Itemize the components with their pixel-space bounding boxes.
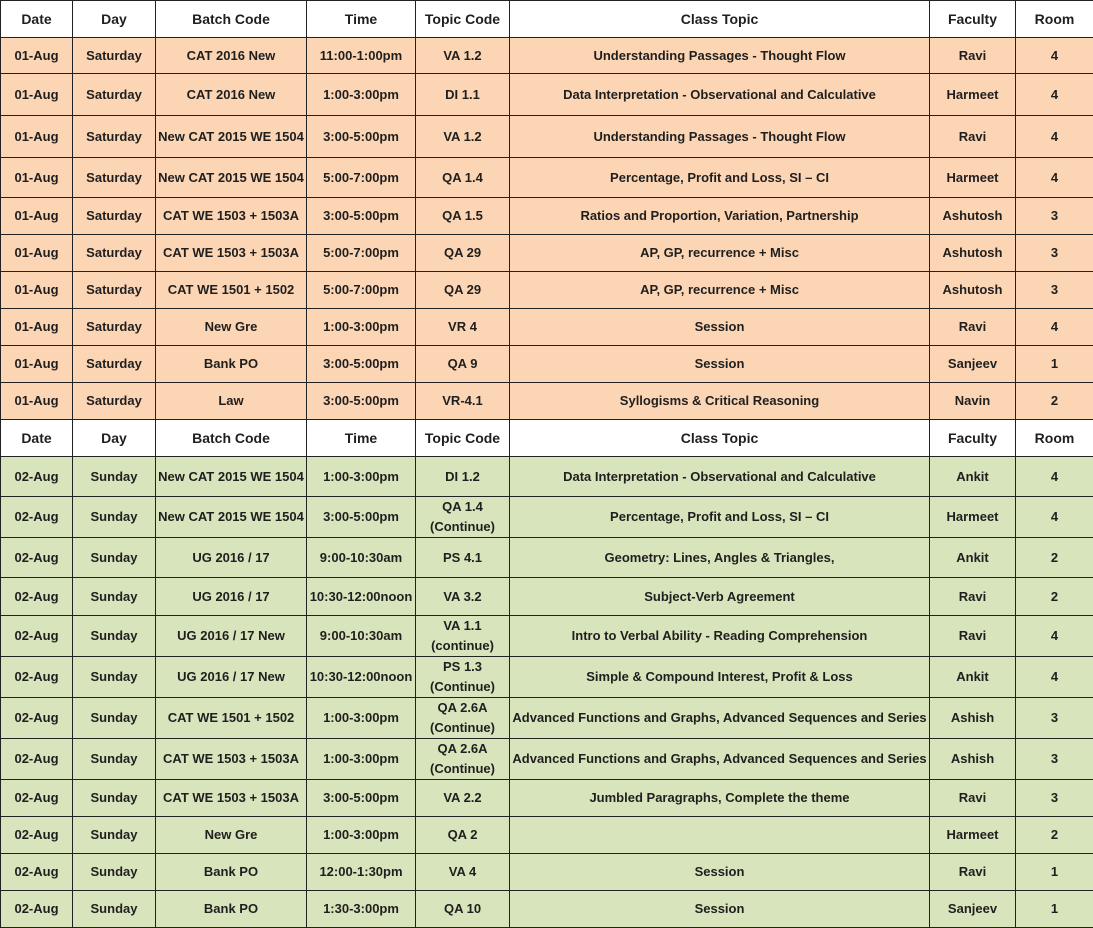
topic-code-cell: VA 2.2 [416,780,510,817]
topic-code-cell: QA 29 [416,272,510,309]
class-topic-cell: Session [510,309,930,346]
time-cell: 9:00-10:30am [307,538,416,578]
room-cell: 1 [1016,854,1093,891]
day-cell: Sunday [73,854,156,891]
faculty-cell: Harmeet [930,817,1016,854]
day-cell: Sunday [73,538,156,578]
date-cell: 01-Aug [1,346,73,383]
batch-code-cell: Bank PO [156,346,307,383]
faculty-cell: Ravi [930,38,1016,74]
date-cell: 02-Aug [1,657,73,698]
batch-code-cell: Bank PO [156,854,307,891]
room-cell: 2 [1016,817,1093,854]
time-cell: 1:00-3:00pm [307,457,416,497]
date-cell: 01-Aug [1,38,73,74]
topic-code-cell: VR 4 [416,309,510,346]
faculty-cell: Navin [930,383,1016,420]
topic-code-cell: QA 10 [416,891,510,928]
table-row [1,346,1093,383]
room-cell: 4 [1016,497,1093,538]
time-cell: 1:00-3:00pm [307,698,416,739]
topic-code-cell: QA 29 [416,235,510,272]
faculty-cell: Ravi [930,309,1016,346]
class-topic-cell: AP, GP, recurrence + Misc [510,235,930,272]
room-cell: 3 [1016,739,1093,780]
time-cell: 12:00-1:30pm [307,854,416,891]
faculty-cell: Ashish [930,698,1016,739]
batch-code-cell: New Gre [156,817,307,854]
day-cell: Saturday [73,158,156,198]
faculty-cell: Ashutosh [930,198,1016,235]
date-cell: 02-Aug [1,854,73,891]
batch-code-cell: New CAT 2015 WE 1504 [156,116,307,158]
date-cell: 02-Aug [1,780,73,817]
batch-code-cell: UG 2016 / 17 New [156,616,307,657]
date-cell: 01-Aug [1,116,73,158]
day-cell: Sunday [73,578,156,616]
day-cell: Sunday [73,698,156,739]
topic-code-cell: DI 1.2 [416,457,510,497]
room-cell: 1 [1016,891,1093,928]
batch-code-cell: UG 2016 / 17 [156,578,307,616]
batch-code-cell: New CAT 2015 WE 1504 [156,457,307,497]
time-cell: 3:00-5:00pm [307,116,416,158]
table-row [1,272,1093,309]
class-topic-cell: Percentage, Profit and Loss, SI – CI [510,158,930,198]
day-cell: Sunday [73,457,156,497]
batch-code-cell: Bank PO [156,891,307,928]
topic-code-cell: QA 1.4 (Continue) [416,497,510,538]
topic-code-cell: VA 3.2 [416,578,510,616]
date-cell: 02-Aug [1,698,73,739]
faculty-cell: Ravi [930,578,1016,616]
room-cell: 4 [1016,38,1093,74]
batch-code-cell: UG 2016 / 17 New [156,657,307,698]
room-cell: 4 [1016,116,1093,158]
day-cell: Saturday [73,272,156,309]
table-row [1,578,1093,616]
room-cell: 4 [1016,158,1093,198]
date-cell: 02-Aug [1,616,73,657]
faculty-cell: Harmeet [930,74,1016,116]
header-date: Date [1,420,73,457]
header-room: Room [1016,420,1093,457]
time-cell: 10:30-12:00noon [307,657,416,698]
batch-code-cell: CAT WE 1501 + 1502 [156,272,307,309]
date-cell: 01-Aug [1,272,73,309]
day-cell: Sunday [73,497,156,538]
faculty-cell: Ravi [930,116,1016,158]
topic-code-cell: VA 1.2 [416,38,510,74]
class-topic-cell: AP, GP, recurrence + Misc [510,272,930,309]
header-topic-code: Topic Code [416,420,510,457]
faculty-cell: Ankit [930,538,1016,578]
topic-code-cell: VR-4.1 [416,383,510,420]
time-cell: 9:00-10:30am [307,616,416,657]
date-cell: 01-Aug [1,309,73,346]
room-cell: 3 [1016,198,1093,235]
class-topic-cell: Understanding Passages - Thought Flow [510,38,930,74]
faculty-cell: Ashutosh [930,235,1016,272]
table-row [1,891,1093,928]
day-cell: Saturday [73,38,156,74]
topic-code-cell: QA 9 [416,346,510,383]
faculty-cell: Harmeet [930,497,1016,538]
class-topic-cell: Session [510,891,930,928]
batch-code-cell: CAT WE 1501 + 1502 [156,698,307,739]
time-cell: 3:00-5:00pm [307,346,416,383]
header-time: Time [307,1,416,38]
table-row [1,698,1093,739]
room-cell: 3 [1016,235,1093,272]
table-row [1,116,1093,158]
batch-code-cell: CAT WE 1503 + 1503A [156,739,307,780]
topic-code-cell: DI 1.1 [416,74,510,116]
day-cell: Saturday [73,383,156,420]
table-row [1,158,1093,198]
table-row [1,38,1093,74]
time-cell: 3:00-5:00pm [307,198,416,235]
day-cell: Sunday [73,739,156,780]
room-cell: 3 [1016,272,1093,309]
header-topic-code: Topic Code [416,1,510,38]
class-topic-cell: Subject-Verb Agreement [510,578,930,616]
time-cell: 1:30-3:00pm [307,891,416,928]
time-cell: 10:30-12:00noon [307,578,416,616]
faculty-cell: Sanjeev [930,891,1016,928]
day-cell: Saturday [73,346,156,383]
topic-code-cell: QA 2.6A (Continue) [416,739,510,780]
faculty-cell: Ravi [930,616,1016,657]
day-cell: Saturday [73,74,156,116]
faculty-cell: Sanjeev [930,346,1016,383]
header-row-saturday [1,1,1093,38]
class-topic-cell: Data Interpretation - Observational and Calculative [510,74,930,116]
room-cell: 2 [1016,538,1093,578]
day-cell: Sunday [73,817,156,854]
room-cell: 3 [1016,780,1093,817]
header-day: Day [73,1,156,38]
room-cell: 4 [1016,74,1093,116]
batch-code-cell: New CAT 2015 WE 1504 [156,497,307,538]
table-row [1,383,1093,420]
batch-code-cell: CAT WE 1503 + 1503A [156,780,307,817]
topic-code-cell: VA 4 [416,854,510,891]
faculty-cell: Ravi [930,780,1016,817]
class-topic-cell: Jumbled Paragraphs, Complete the theme [510,780,930,817]
table-row [1,538,1093,578]
day-cell: Saturday [73,116,156,158]
table-row [1,854,1093,891]
topic-code-cell: VA 1.1 (continue) [416,616,510,657]
class-topic-cell: Advanced Functions and Graphs, Advanced Sequences and Series [510,739,930,780]
batch-code-cell: UG 2016 / 17 [156,538,307,578]
topic-code-cell: QA 2 [416,817,510,854]
class-topic-cell: Advanced Functions and Graphs, Advanced Sequences and Series [510,698,930,739]
date-cell: 02-Aug [1,578,73,616]
date-cell: 02-Aug [1,497,73,538]
table-row [1,74,1093,116]
class-topic-cell: Syllogisms & Critical Reasoning [510,383,930,420]
room-cell: 4 [1016,657,1093,698]
schedule-body [1,1,1093,928]
batch-code-cell: CAT 2016 New [156,74,307,116]
header-time: Time [307,420,416,457]
class-topic-cell: Ratios and Proportion, Variation, Partnership [510,198,930,235]
class-topic-cell: Simple & Compound Interest, Profit & Loss [510,657,930,698]
batch-code-cell: CAT 2016 New [156,38,307,74]
batch-code-cell: New Gre [156,309,307,346]
day-cell: Sunday [73,780,156,817]
date-cell: 02-Aug [1,739,73,780]
date-cell: 01-Aug [1,383,73,420]
class-topic-cell: Intro to Verbal Ability - Reading Comprehension [510,616,930,657]
date-cell: 02-Aug [1,891,73,928]
time-cell: 5:00-7:00pm [307,235,416,272]
topic-code-cell: QA 1.5 [416,198,510,235]
batch-code-cell: Law [156,383,307,420]
room-cell: 4 [1016,309,1093,346]
date-cell: 01-Aug [1,158,73,198]
batch-code-cell: CAT WE 1503 + 1503A [156,235,307,272]
class-topic-cell: Session [510,854,930,891]
day-cell: Sunday [73,891,156,928]
batch-code-cell: CAT WE 1503 + 1503A [156,198,307,235]
table-row [1,657,1093,698]
table-row [1,457,1093,497]
room-cell: 3 [1016,698,1093,739]
batch-code-cell: New CAT 2015 WE 1504 [156,158,307,198]
class-topic-cell: Data Interpretation - Observational and Calculative [510,457,930,497]
room-cell: 1 [1016,346,1093,383]
header-class-topic: Class Topic [510,1,930,38]
date-cell: 02-Aug [1,538,73,578]
header-date: Date [1,1,73,38]
day-cell: Saturday [73,198,156,235]
date-cell: 02-Aug [1,457,73,497]
class-topic-cell [510,817,930,854]
header-room: Room [1016,1,1093,38]
date-cell: 01-Aug [1,74,73,116]
time-cell: 5:00-7:00pm [307,272,416,309]
class-topic-cell: Percentage, Profit and Loss, SI – CI [510,497,930,538]
header-row-sunday [1,420,1093,457]
table-row [1,497,1093,538]
header-faculty: Faculty [930,1,1016,38]
faculty-cell: Harmeet [930,158,1016,198]
day-cell: Saturday [73,235,156,272]
faculty-cell: Ashish [930,739,1016,780]
faculty-cell: Ravi [930,854,1016,891]
faculty-cell: Ashutosh [930,272,1016,309]
faculty-cell: Ankit [930,657,1016,698]
date-cell: 01-Aug [1,198,73,235]
class-topic-cell: Geometry: Lines, Angles & Triangles, [510,538,930,578]
topic-code-cell: VA 1.2 [416,116,510,158]
day-cell: Sunday [73,657,156,698]
topic-code-cell: PS 1.3 (Continue) [416,657,510,698]
header-faculty: Faculty [930,420,1016,457]
table-row [1,309,1093,346]
room-cell: 2 [1016,383,1093,420]
day-cell: Sunday [73,616,156,657]
date-cell: 01-Aug [1,235,73,272]
day-cell: Saturday [73,309,156,346]
header-batch-code: Batch Code [156,420,307,457]
header-batch-code: Batch Code [156,1,307,38]
table-row [1,817,1093,854]
header-class-topic: Class Topic [510,420,930,457]
table-row [1,739,1093,780]
class-topic-cell: Understanding Passages - Thought Flow [510,116,930,158]
table-row [1,780,1093,817]
table-row [1,235,1093,272]
time-cell: 3:00-5:00pm [307,497,416,538]
time-cell: 3:00-5:00pm [307,383,416,420]
topic-code-cell: QA 1.4 [416,158,510,198]
time-cell: 11:00-1:00pm [307,38,416,74]
date-cell: 02-Aug [1,817,73,854]
room-cell: 4 [1016,457,1093,497]
time-cell: 1:00-3:00pm [307,74,416,116]
room-cell: 4 [1016,616,1093,657]
time-cell: 1:00-3:00pm [307,817,416,854]
class-topic-cell: Session [510,346,930,383]
faculty-cell: Ankit [930,457,1016,497]
table-row [1,198,1093,235]
time-cell: 1:00-3:00pm [307,309,416,346]
time-cell: 5:00-7:00pm [307,158,416,198]
topic-code-cell: QA 2.6A (Continue) [416,698,510,739]
header-day: Day [73,420,156,457]
room-cell: 2 [1016,578,1093,616]
topic-code-cell: PS 4.1 [416,538,510,578]
time-cell: 1:00-3:00pm [307,739,416,780]
table-row [1,616,1093,657]
time-cell: 3:00-5:00pm [307,780,416,817]
